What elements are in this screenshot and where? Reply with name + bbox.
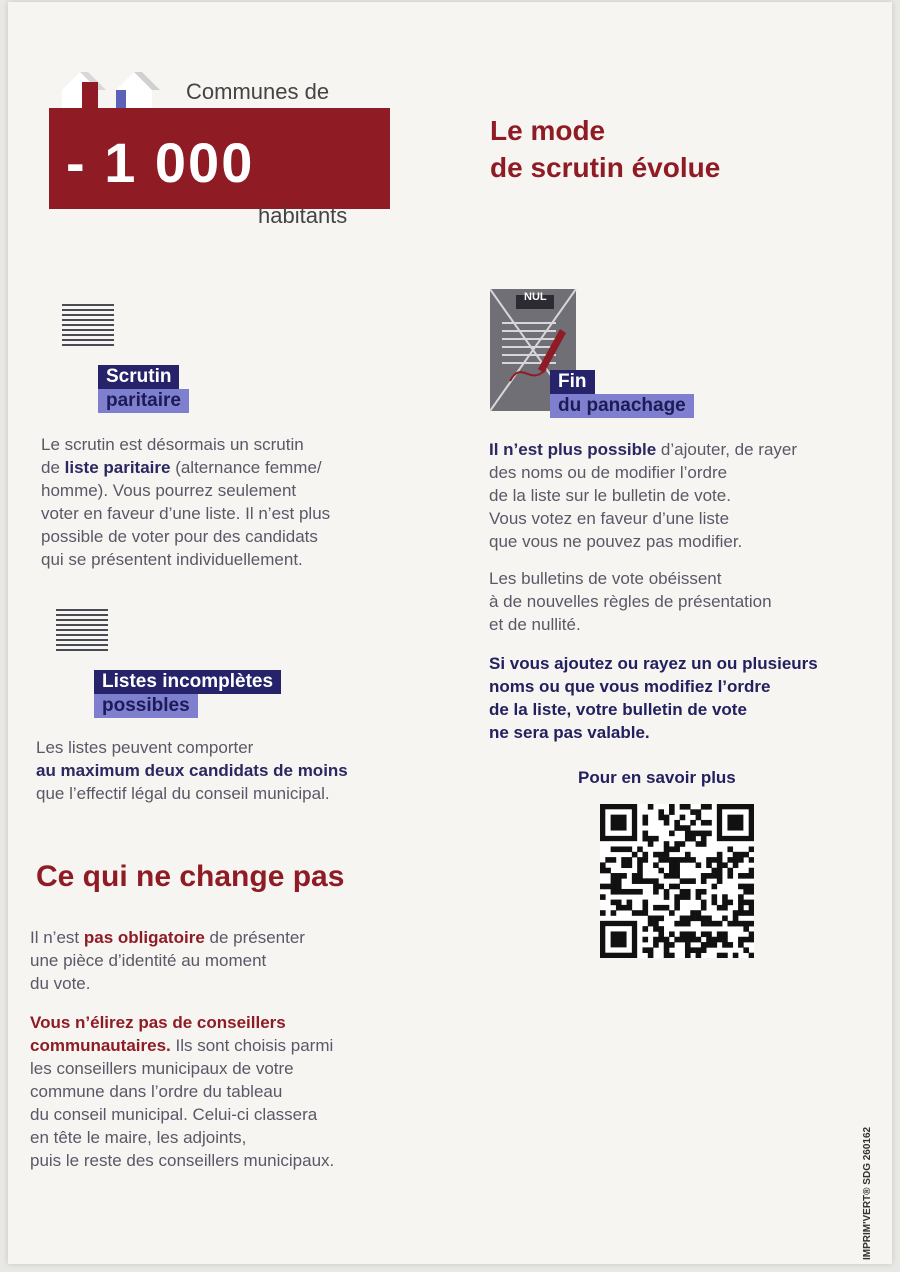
listes-incompletes-tag: Listes incomplètes possibles [94,670,281,718]
fin-panachage-tag: Fin du panachage [550,370,694,418]
unchanged-text-2: Vous n’élirez pas de conseillers communautaires. Ils sont choisis parmi les conseillers municipaux de votre commune dans l’ordre du tableau du conseil municipal. Celui-ci classera en tête le maire, les adjoints, puis le reste des conseillers municipaux. [30,1013,335,1170]
more-info-label: Pour en savoir plus [578,768,736,787]
qr-code-icon [600,804,754,958]
header-bottom-text: habitants [258,203,348,228]
scrutin-paritaire-text: Le scrutin est désormais un scrutin de liste paritaire (alternance femme/ homme). Vous pourrez seulement voter en faveur d’une liste. Il n’est plus possible de voter pour des candidats qui se présentent individuellement. [41,435,331,569]
page-title: Le mode de scrutin évolue [490,115,721,183]
fin-panachage-warning: Si vous ajoutez ou rayez un ou plusieurs noms ou que vous modifiez l’ordre de la liste, votre bulletin de vote ne sera pas valable. [489,654,818,742]
fin-panachage-text-2: Les bulletins de vote obéissent à de nouvelles règles de présentation et de nullité. [489,569,772,634]
section-title-unchanged: Ce qui ne change pas [36,860,345,893]
imprint: IMPRIM'VERT® SDG 260162 [862,1126,873,1260]
header-number: - 1 000 [66,131,255,194]
listes-incompletes-text: Les listes peuvent comporter au maximum deux candidats de moins que l’effectif légal du conseil municipal. [36,738,348,803]
qr-code[interactable] [600,804,754,958]
unchanged-text-1: Il n’est pas obligatoire de présenter une pièce d’identité au moment du vote. [30,928,305,993]
nul-label: NUL [524,291,547,303]
ballot-lines-icon [62,304,114,349]
header-top-text: Communes de [186,79,330,104]
fin-panachage-text-1: Il n’est plus possible d’ajouter, de rayer des noms ou de modifier l’ordre de la liste sur le bulletin de vote. Vous votez en faveur d’une liste que vous ne pouvez pas modifier. [489,440,798,551]
ballot-lines-icon [56,609,108,654]
flyer-page [8,2,892,1264]
scrutin-paritaire-tag: Scrutin paritaire [98,365,189,413]
